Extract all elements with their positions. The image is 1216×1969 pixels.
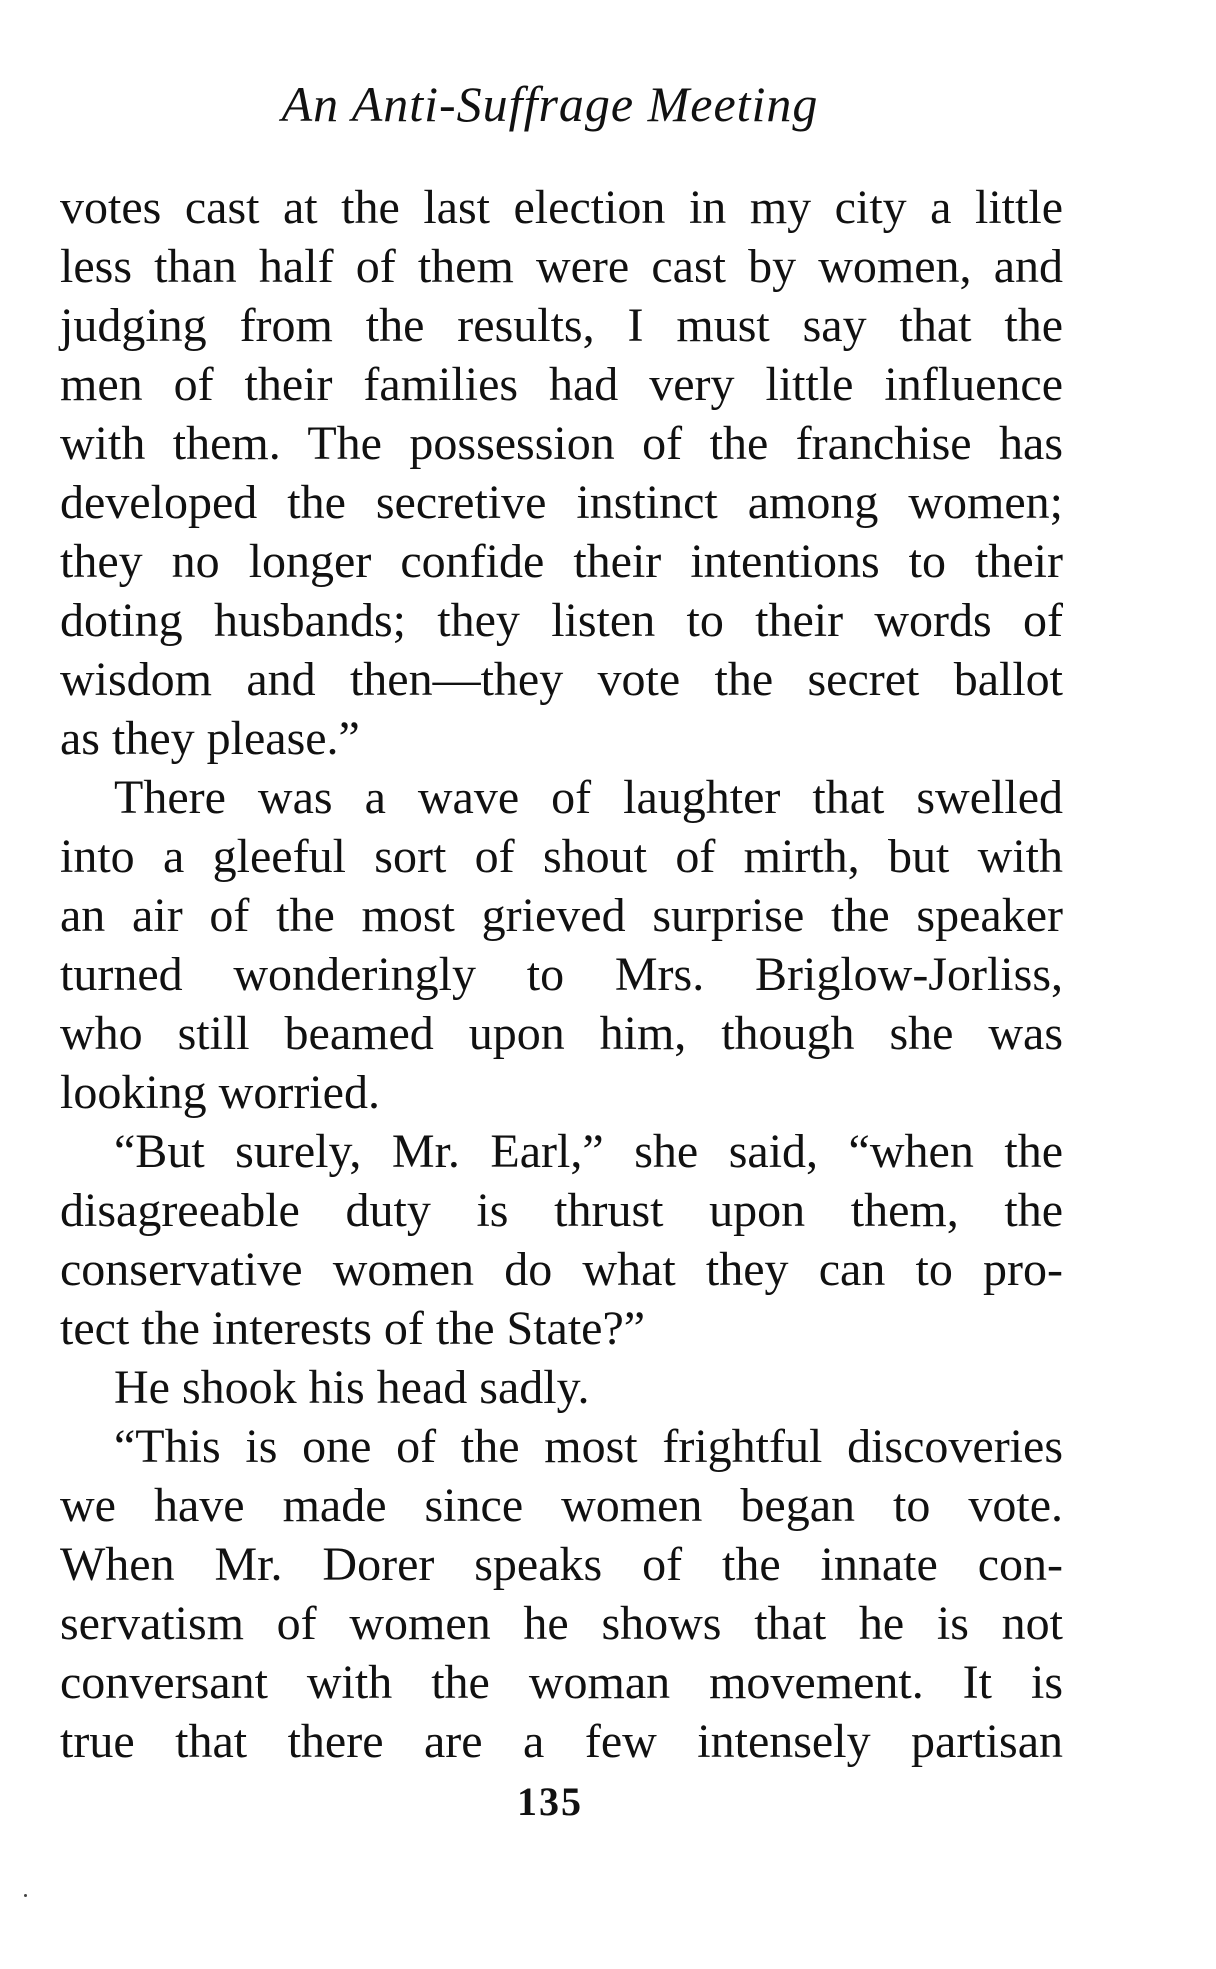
text-line: less than half of them were cast by women, and — [60, 240, 1063, 293]
text-line: tect the interests of the State?” — [60, 1302, 646, 1355]
text-line: into a gleeful sort of shout of mirth, but with — [60, 830, 1063, 883]
text-line: “This is one of the most frightful discoveries — [114, 1420, 1063, 1473]
text-line: wisdom and then—they vote the secret ballot — [60, 653, 1063, 706]
text-line: men of their families had very little influence — [60, 358, 1063, 411]
running-head: An Anti-Suffrage Meeting — [281, 76, 819, 132]
text-line: they no longer confide their intentions to their — [60, 535, 1063, 588]
print-speck — [24, 1894, 27, 1897]
text-line: we have made since women began to vote. — [60, 1479, 1063, 1532]
text-line: disagreeable duty is thrust upon them, the — [60, 1184, 1063, 1237]
text-line: conservative women do what they can to pro- — [60, 1243, 1063, 1296]
text-line: “But surely, Mr. Earl,” she said, “when the — [114, 1125, 1063, 1178]
text-line: turned wonderingly to Mrs. Briglow-Jorliss, — [60, 948, 1063, 1001]
text-line: doting husbands; they listen to their words of — [60, 594, 1063, 647]
text-line: who still beamed upon him, though she was — [60, 1007, 1063, 1060]
text-line: There was a wave of laughter that swelled — [114, 771, 1063, 824]
text-line: looking worried. — [60, 1066, 380, 1119]
text-line: servatism of women he shows that he is not — [60, 1597, 1063, 1650]
text-line: as they please.” — [60, 712, 360, 765]
text-line: developed the secretive instinct among women; — [60, 476, 1063, 529]
text-line: judging from the results, I must say that the — [60, 299, 1063, 352]
text-line: an air of the most grieved surprise the speaker — [60, 889, 1063, 942]
text-line: true that there are a few intensely partisan — [60, 1715, 1063, 1768]
page-number: 135 — [517, 1779, 583, 1824]
text-line: with them. The possession of the franchise has — [60, 417, 1063, 470]
text-line: He shook his head sadly. — [114, 1361, 590, 1414]
text-line: When Mr. Dorer speaks of the innate con- — [60, 1538, 1063, 1591]
text-line: conversant with the woman movement. It is — [60, 1656, 1063, 1709]
body-text — [60, 178, 1063, 1771]
text-line: votes cast at the last election in my city a little — [60, 181, 1063, 234]
